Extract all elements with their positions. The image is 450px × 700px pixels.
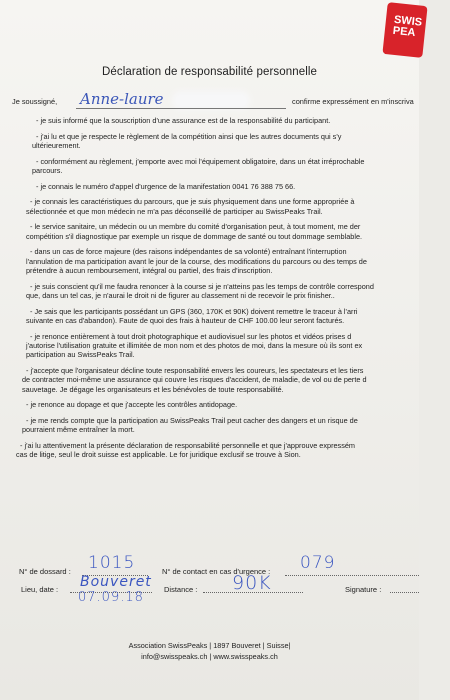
logo-line-1: SWIS xyxy=(393,13,423,29)
clause-line: - j'ai lu attentivement la présente déclaration de responsabilité personnelle et que j'approuve expressém xyxy=(20,441,355,450)
signature-underline xyxy=(390,592,419,593)
clause-line: ultérieurement. xyxy=(32,141,81,150)
clause-line: - je renonce entièrement à tout droit photographique et audiovisuel sur les photos et vidéos prises d xyxy=(30,331,352,341)
dossard-value: 1015 xyxy=(88,553,136,573)
urgence-value: 079 xyxy=(300,553,336,573)
distance-value: 90K xyxy=(232,572,272,594)
clause-line: - je suis informé que la souscription d'une assurance est de la responsabilité du participant. xyxy=(36,116,331,125)
logo-line-2: PEA xyxy=(392,24,416,40)
clause-line: suivante en cas d'abandon). Faute de quoi des frais à hauteur de CHF 100.00 leur seront facturés. xyxy=(26,316,345,325)
signatory-handwritten-name: Anne-laure xyxy=(80,90,164,108)
clause-line: j'autorise l'utilisation gratuite et illimitée de mon nom et des photos de moi, dans la mesure où ils sont ex xyxy=(26,341,363,350)
clause-line: - Je sais que les participants possédant un GPS (360, 170K et 90K) doivent remettre le traceur à l'arri xyxy=(30,306,358,316)
clause-item xyxy=(0,182,450,191)
signatory-confirmation-text: confirme expressément en m'inscriva xyxy=(292,97,414,106)
dossard-label: N° de dossard : xyxy=(19,567,71,576)
clause-item xyxy=(0,222,450,241)
form-row-contacts xyxy=(0,553,419,581)
clause-line: - je suis conscient qu'il me faudra renoncer à la course si je n'atteins pas les temps de contrôle correspond xyxy=(30,281,374,291)
clause-line: - je me rends compte que la participation au SwissPeaks Trail peut cacher des dangers et un risque de xyxy=(26,416,358,425)
clause-line: - j'ai lu et que je respecte le règlement de la compétition ainsi que les autres documents qui s'y xyxy=(36,131,342,141)
clause-item xyxy=(0,400,450,409)
clause-item xyxy=(0,197,450,216)
urgence-label: N° de contact en cas d'urgence : xyxy=(162,567,271,576)
clause-list xyxy=(0,116,450,466)
footer-contact: info@swisspeaks.ch | www.swisspeaks.ch xyxy=(141,652,278,661)
distance-label: Distance : xyxy=(164,585,198,594)
clause-item xyxy=(0,366,450,394)
clause-line: participation au SwissPeaks Trail. xyxy=(26,350,135,360)
clause-line: - conformément au règlement, j'emporte avec moi l'équipement obligatoire, dans un état irréprochable xyxy=(36,156,365,166)
clause-line: - je connais les caractéristiques du parcours, que je suis physiquement dans une forme appropriée à xyxy=(30,197,355,207)
clause-item xyxy=(0,157,450,176)
footer-address: Association SwissPeaks | 1897 Bouveret | Suisse| xyxy=(128,641,291,650)
clause-item xyxy=(0,307,450,326)
document-title: Déclaration de responsabilité personnelle xyxy=(101,66,318,78)
clause-line: cas de litige, seul le droit suisse est applicable. Le for juridique exclusif se trouve à Sion. xyxy=(16,450,301,460)
clause-line: de contracter moi-même une assurance qui couvre les risques d'accident, de maladie, de vol ou de perte d xyxy=(22,375,367,385)
clause-line: l'annulation de ma participation avant le jour de la course, des modifications du parcours ou des temps de xyxy=(26,256,367,266)
clause-line: - je connais le numéro d'appel d'urgence de la manifestation 0041 76 388 75 66. xyxy=(36,181,296,191)
clause-line: - j'accepte que l'organisateur décline toute responsabilité envers les coureurs, les spectateurs et les tiers xyxy=(26,366,364,375)
clause-item xyxy=(0,441,450,460)
clause-line: prétendre à aucun remboursement, intégral ou partiel, des frais d'inscription. xyxy=(26,266,273,275)
form-row-place xyxy=(0,572,419,614)
clause-line: sélectionnée et que mon médecin ne m'a pas déconseillé de participer au SwissPeaks Trail. xyxy=(26,206,323,216)
signatory-underline xyxy=(76,108,286,109)
clause-line: - je renonce au dopage et que j'accepte les contrôles antidopage. xyxy=(26,400,238,410)
signatory-line xyxy=(8,92,419,112)
clause-line: pourraient même entraîner la mort. xyxy=(22,425,135,435)
clause-line: sauvetage. Je dégage les organisateurs et les bénévoles de toute responsabilité. xyxy=(22,384,284,394)
clause-line: parcours. xyxy=(32,166,63,175)
clause-item xyxy=(0,116,450,125)
clause-item xyxy=(0,416,450,435)
lieu-label: Lieu, date : xyxy=(21,585,59,594)
clause-line: compétition s'il diagnostique par exemple un risque de dommage de santé ou tout dommage semblable. xyxy=(26,231,363,241)
urgence-underline xyxy=(285,575,419,576)
redacted-surname xyxy=(176,95,246,106)
clause-item xyxy=(0,132,450,151)
clause-line: - dans un cas de force majeure (des raisons indépendantes de sa volonté) entraînant l'interruption xyxy=(30,247,347,257)
clause-item xyxy=(0,247,450,275)
swisspeaks-logo xyxy=(382,2,427,58)
signature-label: Signature : xyxy=(345,585,382,594)
clause-line: - le service sanitaire, un médecin ou un membre du comité d'organisation peut, à tout moment, me der xyxy=(30,222,361,232)
date-value: 07.09.18 xyxy=(78,590,144,605)
clause-line: que, dans un tel cas, je n'aurai le droit ni de figurer au classement ni de recevoir le prix finisher.. xyxy=(26,291,335,300)
lieu-value: Bouveret xyxy=(80,574,152,590)
clause-item xyxy=(0,332,450,360)
clause-item xyxy=(0,282,450,301)
signatory-label: Je soussigné, xyxy=(12,97,58,106)
distance-underline xyxy=(203,592,303,593)
